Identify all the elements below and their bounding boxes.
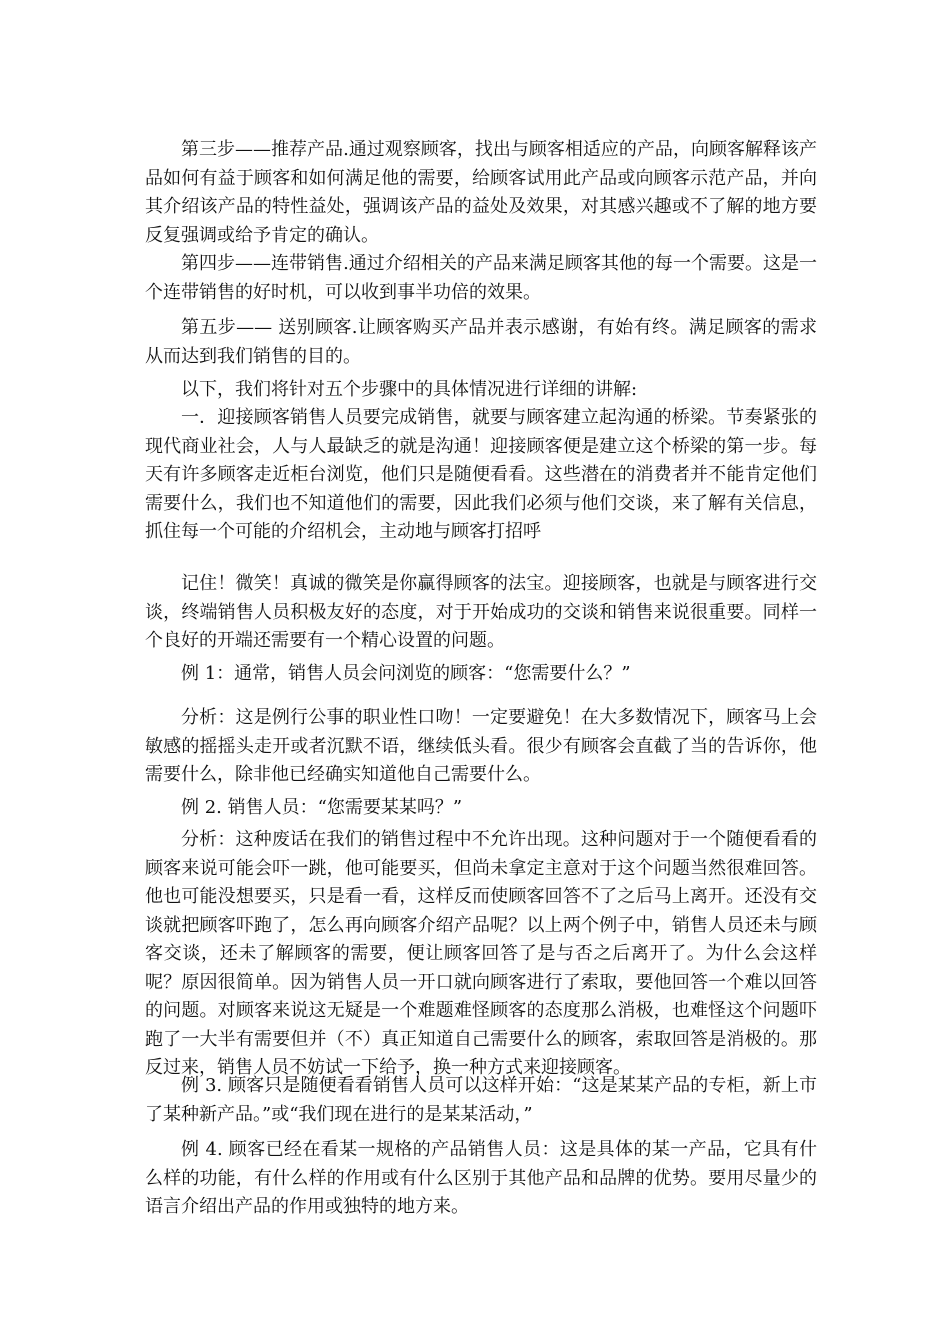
paragraph-greet-customer: 一．迎接顾客销售人员要完成销售，就要与顾客建立起沟通的桥梁。节奏紧张的现代商业社会，人与人最缺乏的就是沟通！迎接顾客便是建立这个桥梁的第一步。每天有许多顾客走近柜台浏览，他们只是随便看看。这些潜在的消费者并不能肯定他们需要什么，我们也不知道他们的需要，因此我们必须与他们交谈，来了解有关信息，抓住每一个可能的介绍机会，主动地与顾客打招呼 bbox=[145, 407, 817, 542]
paragraph-analysis-2: 分析：这种废话在我们的销售过程中不允许出现。这种问题对于一个随便看看的顾客来说可能会吓一跳，他可能要买，但尚未拿定主意对于这个问题当然很难回答。他也可能没想要买，只是看一看，这样反而使顾客回答不了之后马上离开。还没有交谈就把顾客吓跑了，怎么再向顾客介绍产品呢？以上两个例子中，销售人员还未与顾客交谈，还未了解顾客的需要，便让顾客回答了是与否之后离开了。为什么会这样呢？原因很简单。因为销售人员一开口就向顾客进行了索取，要他回答一个难以回答的问题。对顾客来说这无疑是一个难题难怪顾客的态度那么消极，也难怪这个问题吓跑了一大半有需要但并（不）真正知道自己需要什么的顾客，索取回答是消极的。那反过来，销售人员不妨试一下给予，换一种方式来迎接顾客。 bbox=[145, 829, 817, 1078]
paragraph-analysis-1: 分析：这是例行公事的职业性口吻！一定要避免！在大多数情况下，顾客马上会敏感的摇摇头走开或者沉默不语，继续低头看。很少有顾客会直截了当的告诉你，他需要什么，除非他已经确实知道他自己需要什么。 bbox=[145, 707, 817, 785]
paragraph-step-five: 第五步—— 送别顾客.让顾客购买产品并表示感谢，有始有终。满足顾客的需求从而达到我们销售的目的。 bbox=[145, 317, 817, 367]
paragraph-example-1: 例 1：通常，销售人员会问浏览的顾客：“您需要什么？” bbox=[181, 663, 631, 684]
paragraph-example-3: 例 3. 顾客只是随便看看销售人员可以这样开始：“这是某某产品的专柜，新上市了某种新产品。”或“我们现在进行的是某某活动，” bbox=[145, 1075, 817, 1125]
paragraph-step-four: 第四步——连带销售.通过介绍相关的产品来满足顾客其他的每一个需要。这是一个连带销售的好时机，可以收到事半功倍的效果。 bbox=[145, 253, 817, 303]
paragraph-example-4: 例 4. 顾客已经在看某一规格的产品销售人员：这是具体的某一产品，它具有什么样的功能，有什么样的作用或有什么区别于其他产品和品牌的优势。要用尽量少的语言介绍出产品的作用或独特的地方来。 bbox=[145, 1139, 817, 1217]
paragraph-intro: 以下，我们将针对五个步骤中的具体情况进行详细的讲解: bbox=[181, 379, 638, 400]
paragraph-example-2: 例 2. 销售人员：“您需要某某吗？” bbox=[181, 797, 463, 818]
paragraph-remember-smile: 记住！微笑！真诚的微笑是你赢得顾客的法宝。迎接顾客，也就是与顾客进行交谈，终端销售人员积极友好的态度，对于开始成功的交谈和销售来说很重要。同样一个良好的开端还需要有一个精心设置的问题。 bbox=[145, 573, 817, 651]
paragraph-step-three: 第三步——推荐产品.通过观察顾客，找出与顾客相适应的产品，向顾客解释该产品如何有益于顾客和如何满足他的需要，给顾客试用此产品或向顾客示范产品，并向其介绍该产品的特性益处，强调该产品的益处及效果，对其感兴趣或不了解的地方要反复强调或给予肯定的确认。 bbox=[145, 139, 817, 246]
